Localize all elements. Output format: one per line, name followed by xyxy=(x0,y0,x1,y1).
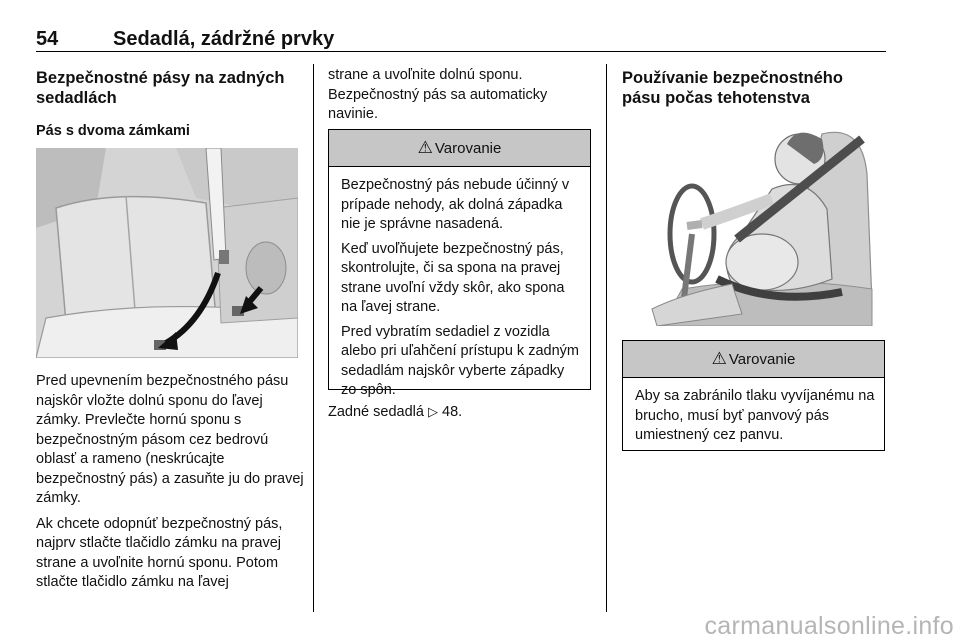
warning-header xyxy=(329,130,590,167)
col1-paragraph-2: Ak chcete odopnúť bezpečnostný pás, najprv stlačte tlačidlo zámku na pravej strane a uvoľnite hornú sponu. Potom stlačte tlačidlo zámku na ľavej xyxy=(36,515,283,590)
warning-paragraph-2: Keď uvoľňujete bezpečnostný pás, skontrolujte, či sa spona na pravej strane uvoľní vždy skôr, ako spona na ľavej strane. xyxy=(341,240,565,315)
section-heading-pregnancy: Používanie bezpečnostného pásu počas tehotenstva xyxy=(622,69,843,107)
section-heading-rear-belts: Bezpečnostné pásy na zadných sedadlách xyxy=(36,69,285,107)
warning-box-col2 xyxy=(328,129,591,398)
reference-text: Zadné sedadlá xyxy=(328,404,424,420)
page-number: 54 xyxy=(36,28,59,50)
watermark: carmanualsonline.info xyxy=(704,612,954,640)
page-ref-arrow-icon: ▷ xyxy=(427,404,438,419)
warning-paragraph-3: Pred vybratím sedadiel z vozidla alebo pri uľahčení prístupu k zadným sedadlám najskôr vyberte západky zo spôn. xyxy=(341,323,579,398)
warning-triangle-icon: ⚠ xyxy=(417,138,433,157)
reference-page: 48. xyxy=(442,404,463,420)
page-title: Sedadlá, zádržné prvky xyxy=(113,28,335,50)
pregnancy-figure xyxy=(622,114,885,326)
column-divider-1 xyxy=(313,64,314,612)
warning-title-col3: Varovanie xyxy=(728,351,796,368)
warning-header-col3 xyxy=(623,341,884,378)
rear-seat-belt-figure xyxy=(36,148,298,358)
col1-body xyxy=(36,372,304,599)
rear-seat-belt-illustration xyxy=(36,148,298,358)
warning-box-col3 xyxy=(622,340,885,451)
col2-continuation: strane a uvoľnite dolnú sponu. Bezpečnostný pás sa automaticky navinie. xyxy=(328,67,548,122)
warning-body xyxy=(329,167,590,414)
pregnant-driver-seatbelt-illustration xyxy=(622,114,885,326)
warning-paragraph-1: Bezpečnostný pás nebude účinný v prípade nehody, ak dolná západka nie je správne nasadená. xyxy=(341,177,570,232)
warning-col3-paragraph-1: Aby sa zabránilo tlaku vyvíjanému na brucho, musí byť panvový pás umiestnený cez panvu. xyxy=(635,388,875,443)
header-rule xyxy=(36,51,886,52)
warning-body-col3 xyxy=(623,378,884,459)
column-divider-2 xyxy=(606,64,607,612)
rear-seats-reference[interactable] xyxy=(328,402,590,423)
col1-paragraph-1: Pred upevnením bezpečnostného pásu najskôr vložte dolnú sponu do ľavej zámky. Prevlečte hornú sponu s bezpečnostným pásom cez bedrovú oblasť a rameno (neskrúcajte bezpečnostný pás) a zasuňte ju do pravej zámky. xyxy=(36,373,304,506)
subheading-two-buckles: Pás s dvoma zámkami xyxy=(36,123,190,139)
warning-title: Varovanie xyxy=(434,140,502,157)
warning-triangle-icon: ⚠ xyxy=(711,349,727,368)
